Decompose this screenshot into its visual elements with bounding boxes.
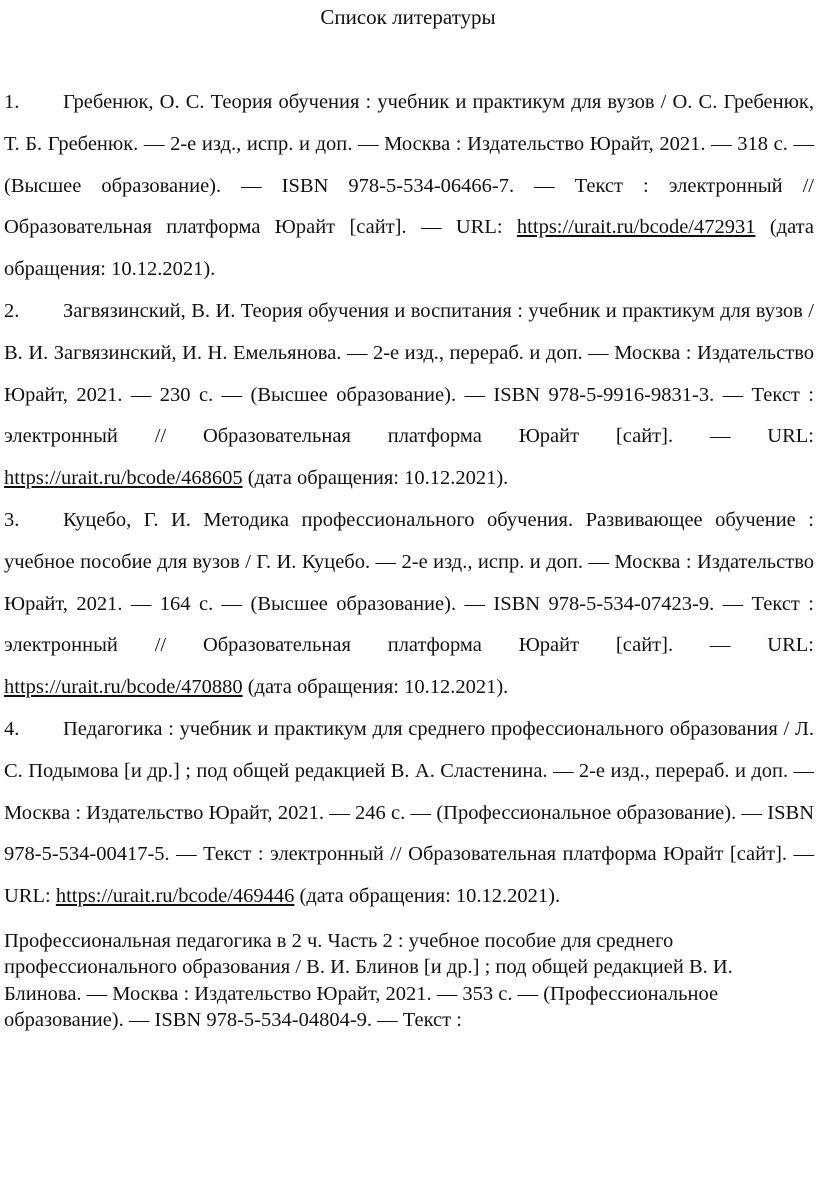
reference-link[interactable]: https://urait.ru/bcode/472931 (516, 216, 756, 239)
reference-number: 2. (4, 299, 20, 322)
reference-number: 4. (4, 717, 20, 740)
reference-link[interactable]: https://urait.ru/bcode/469446 (55, 885, 295, 908)
reference-item-1 (4, 82, 814, 291)
reference-link[interactable]: https://urait.ru/bcode/468605 (4, 467, 243, 490)
reference-number: 3. (4, 508, 20, 531)
reference-item-4 (4, 709, 814, 918)
reference-access-date: (дата обращения: 10.12.2021). (4, 216, 814, 281)
reference-item-2 (4, 291, 814, 500)
reference-access-date: (дата обращения: 10.12.2021). (294, 885, 561, 908)
reference-text: Куцебо, Г. И. Методика профессионального обучения. Развивающее обучение : учебное пособие для вузов / Г. И. Куцебо. — 2-е изд., испр. и доп. — Москва : Издательство Юрайт, 2021. — 164 с. — (Высшее образование). — ISBN 978-5-534-07423-9. — Текст : электронный // Образовательная платформа Юрайт [сайт]. — URL: (4, 508, 814, 657)
reference-access-date: (дата обращения: 10.12.2021). (242, 676, 509, 699)
reference-access-date: (дата обращения: 10.12.2021). (242, 467, 509, 490)
reference-item-3 (4, 500, 814, 709)
reference-text: Загвязинский, В. И. Теория обучения и воспитания : учебник и практикум для вузов / В. И. Загвязинский, И. Н. Емельянова. — 2-е изд., перераб. и доп. — Москва : Издательство Юрайт, 2021. — 230 с. — (Высшее образование). — ISBN 978-5-9916-9831-3. — Текст : электронный // Образовательная платформа Юрайт [сайт]. — URL: (4, 299, 814, 448)
reference-list (4, 82, 814, 1054)
reference-number: 1. (4, 91, 20, 113)
reference-text: Педагогика : учебник и практикум для среднего профессионального образования / Л. С. Подымова [и др.] ; под общей редакцией В. А. Сластенина. — 2-е изд., перераб. и доп. — Москва : Издательство Юрайт, 2021. — 246 с. — (Профессиональное образование). — ISBN 978-5-534-00417-5. — Текст : электронный // Образовательная платформа Юрайт [сайт]. — URL: (4, 717, 814, 908)
page-title: Список литературы (320, 5, 496, 29)
reference-text: Гребенюк, О. С. Теория обучения : учебник и практикум для вузов / О. С. Гребенюк, Т. Б. Гребенюк. — 2-е изд., испр. и доп. — Москва : Издательство Юрайт, 2021. — 318 с. — (Высшее образование). — ISBN 978-5-534-06466-7. — Текст : электронный // Образовательная платформа Юрайт [сайт]. — URL: (4, 91, 814, 239)
reference-item-5-partial: Профессиональная педагогика в 2 ч. Часть 2 : учебное пособие для среднего профессионального образования / В. И. Блинов [и др.] ; под общей редакцией В. И. Блинова. — Москва : Издательство Юрайт, 2021. — 353 с. — (Профессиональное образование). — ISBN 978-5-534-04804-9. — Текст : (4, 929, 733, 1032)
reference-link[interactable]: https://urait.ru/bcode/470880 (4, 676, 243, 699)
